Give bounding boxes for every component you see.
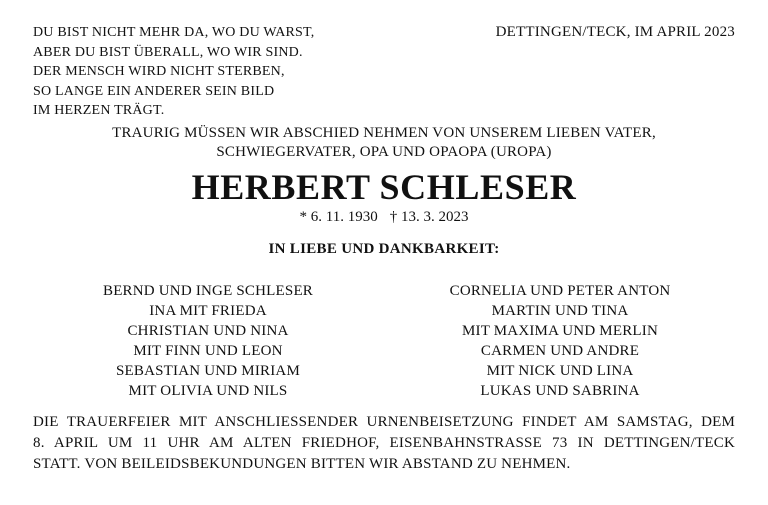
memorial-poem	[33, 23, 353, 121]
mourners-right-column	[400, 281, 720, 401]
place-and-date: DETTINGEN/TECK, IM APRIL 2023	[495, 24, 735, 40]
death-date: † 13. 3. 2023	[389, 209, 469, 225]
notice-line: STATT. VON BEILEIDSBEKUNDUNGEN BITTEN WIR ABSTAND ZU NEHMEN.	[33, 456, 571, 472]
intro-line: SCHWIEGERVATER, OPA UND OPAOPA (UROPA)	[216, 144, 552, 160]
deceased-name: HERBERT SCHLESER	[191, 167, 577, 207]
mourner-line: INA MIT FRIEDA	[149, 303, 267, 319]
notice-line: 8. APRIL UM 11 UHR AM ALTEN FRIEDHOF, EISENBAHNSTRASSE 73 IN DETTINGEN/TECK	[33, 435, 735, 451]
birth-date: * 6. 11. 1930	[299, 209, 378, 225]
notice-line: DIE TRAUERFEIER MIT ANSCHLIESSENDER URNENBEISETZUNG FINDET AM SAMSTAG, DEM	[33, 414, 735, 430]
dedication-heading: IN LIEBE UND DANKBARKEIT:	[268, 241, 500, 257]
poem-line: DU BIST NICHT MEHR DA, WO DU WARST,	[33, 25, 315, 40]
mourner-line: MARTIN UND TINA	[491, 303, 629, 319]
poem-line: ABER DU BIST ÜBERALL, WO WIR SIND.	[33, 44, 303, 60]
poem-line: IM HERZEN TRÄGT.	[33, 103, 165, 118]
life-dates	[0, 207, 768, 227]
mourner-line: CORNELIA UND PETER ANTON	[449, 283, 671, 299]
mourner-line: LUKAS UND SABRINA	[480, 383, 640, 399]
mourner-line: SEBASTIAN UND MIRIAM	[115, 363, 300, 379]
mourner-line: BERND UND INGE SCHLESER	[102, 283, 314, 299]
funeral-notice	[33, 412, 735, 475]
mourner-line: CHRISTIAN UND NINA	[127, 323, 289, 339]
mourner-line: MIT NICK UND LINA	[486, 363, 634, 379]
mourner-line: MIT FINN UND LEON	[133, 343, 283, 359]
mourners-left-column	[48, 281, 368, 401]
poem-line: SO LANGE EIN ANDERER SEIN BILD	[33, 83, 275, 99]
poem-line: DER MENSCH WIRD NICHT STERBEN,	[33, 64, 285, 79]
mourner-line: MIT MAXIMA UND MERLIN	[461, 323, 658, 339]
intro-line: TRAURIG MÜSSEN WIR ABSCHIED NEHMEN VON UNSEREM LIEBEN VATER,	[112, 125, 656, 141]
mourner-line: CARMEN UND ANDRE	[480, 343, 640, 359]
mourner-line: MIT OLIVIA UND NILS	[128, 383, 288, 399]
announcement-intro	[0, 124, 768, 162]
